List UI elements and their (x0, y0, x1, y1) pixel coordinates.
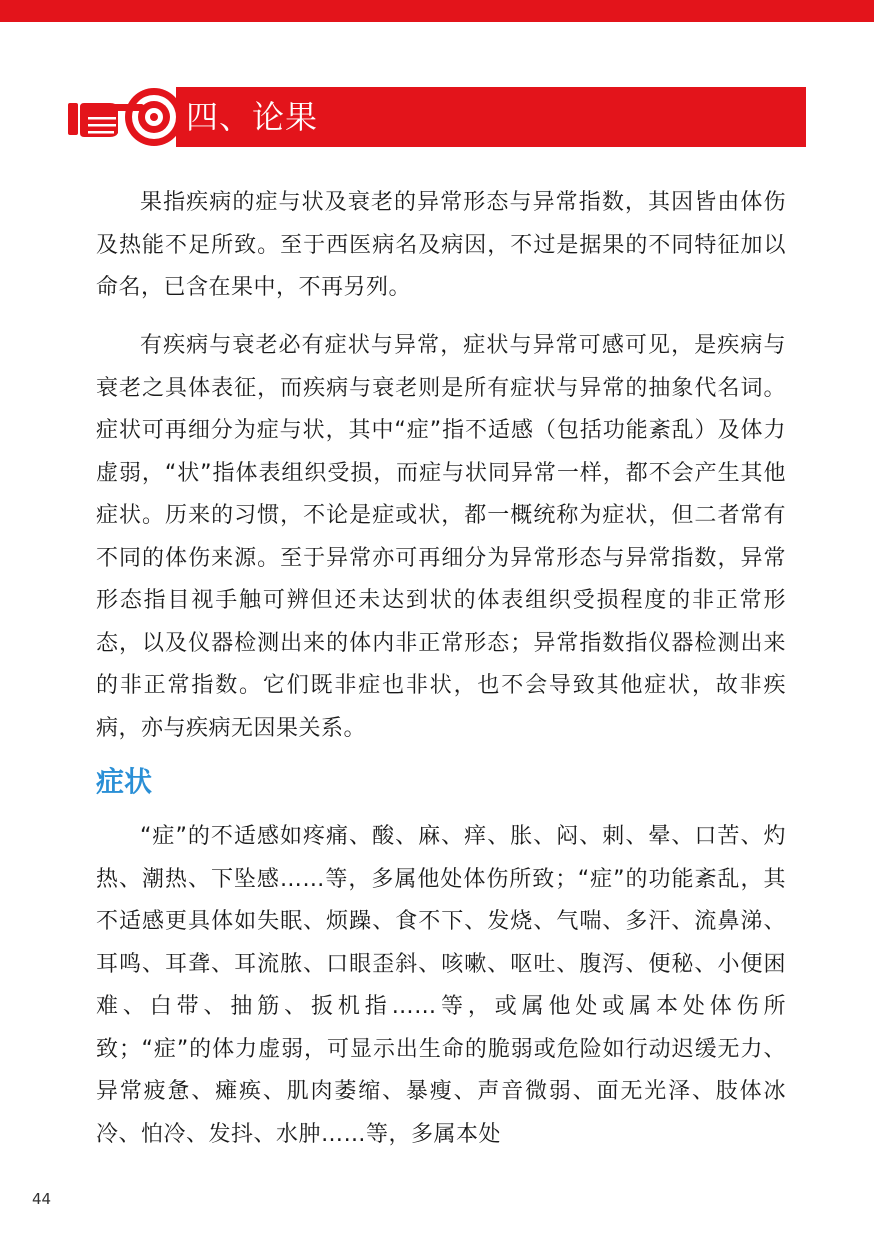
paragraph-text: 有疾病与衰老必有症状与异常，症状与异常可感可见，是疾病与衰老之具体表征，而疾病与衰老则是所有症状与异常的抽象代名词。症状可再细分为症与状，其中“症”指不适感（包括功能紊乱）及体力虚弱，“状”指体表组织受损，而症与状同异常一样，都不会产生其他症状。历来的习惯，不论是症或状，都一概统称为症状，但二者常有不同的体伤来源。至于异常亦可再细分为异常形态与异常指数，异常形态指目视手触可辨但还未达到状的体表组织受损程度的非正常形态，以及仪器检测出来的体内非正常形态；异常指数指仪器检测出来的非正常指数。它们既非症也非状，也不会导致其他症状，故非疾病，亦与疾病无因果关系。 (96, 333, 786, 741)
section-header (66, 87, 806, 147)
paragraph-text: “症”的不适感如疼痛、酸、麻、痒、胀、闷、刺、晕、口苦、灼热、潮热、下坠感……等，多属他处体伤所致；“症”的功能紊乱，其不适感更具体如失眠、烦躁、食不下、发烧、气喘、多汗、流鼻涕、耳鸣、耳聋、耳流脓、口眼歪斜、咳嗽、呕吐、腹泻、便秘、小便困难、白带、抽筋、扳机指……等，或属他处或属本处体伤所致；“症”的体力虚弱，可显示出生命的脆弱或危险如行动迟缓无力、异常疲惫、瘫痪、肌肉萎缩、暴瘦、声音微弱、面无光泽、肢体冰冷、怕冷、发抖、水肿……等，多属本处 (96, 824, 786, 1147)
paragraph-text: 果指疾病的症与状及衰老的异常形态与异常指数，其因皆由体伤及热能不足所致。至于西医病名及病因，不过是据果的不同特征加以命名，已含在果中，不再另列。 (96, 190, 786, 300)
subheading-symptoms: 症状 (96, 765, 153, 798)
paragraph-1 (96, 182, 786, 310)
paragraph-3 (96, 816, 786, 1156)
paragraph-2 (96, 325, 786, 750)
pointing-hand-target-icon (66, 87, 184, 147)
section-title: 四、论果 (186, 98, 319, 136)
top-color-bar (0, 0, 874, 22)
page-number: 44 (32, 1190, 52, 1208)
